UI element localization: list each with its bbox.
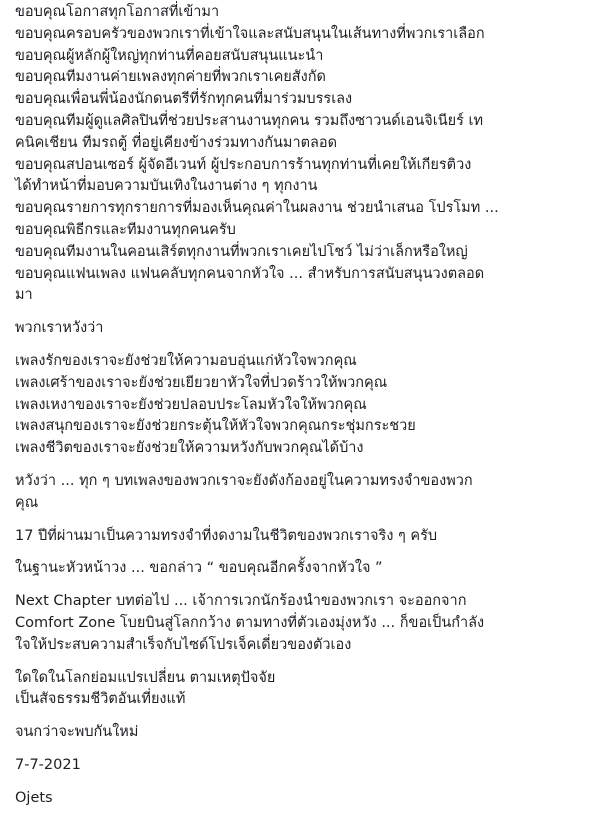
post-paragraph [15, 526, 600, 548]
text-line: ใจให้ประสบความสำเร็จกับไซด์โปรเจ็คเดี่ยวของตัวเอง [15, 636, 352, 653]
text-line: เพลงเศร้าของเราจะยังช่วยเยียวยาหัวใจที่ปวดร้าวให้พวกคุณ [15, 374, 388, 391]
text-line: ขอบคุณพิธีกรและทีมงานทุกคนครับ [15, 221, 236, 238]
text-line: ขอบคุณครอบครัวของพวกเราที่เข้าใจและสนับสนุนในเส้นทางที่พวกเราเลือก [15, 25, 485, 42]
post-paragraph [15, 471, 600, 515]
text-line: ได้ทำหน้าที่มอบความบันเทิงในงานต่าง ๆ ทุกงาน [15, 178, 318, 195]
text-line: ขอบคุณรายการทุกรายการที่มองเห็นคุณค่าในผลงาน ช่วยนำเสนอ โปรโมท ... [15, 200, 499, 217]
text-line: 7-7-2021 [15, 756, 81, 773]
text-line: ใดใดในโลกย่อมแปรเปลี่ยน ตามเหตุปัจจัย [15, 669, 276, 686]
text-line: Comfort Zone โบยบินสู่โลกกว้าง ตามทางที่ตัวเองมุ่งหวัง ... ก็ขอเป็นกำลัง [15, 614, 485, 631]
text-line: จนกว่าจะพบกันใหม่ [15, 724, 139, 741]
post-paragraph [15, 755, 600, 777]
text-line: หวังว่า ... ทุก ๆ บทเพลงของพวกเราจะยังดังก้องอยู่ในความทรงจำของพวก [15, 472, 473, 489]
post-paragraph [15, 591, 600, 656]
text-line: เพลงชีวิตของเราจะยังช่วยให้ความหวังกับพวกคุณได้บ้าง [15, 440, 364, 457]
text-line: เพลงเหงาของเราจะยังช่วยปลอบประโลมหัวใจให้พวกคุณ [15, 396, 367, 413]
text-line: พวกเราหวังว่า [15, 320, 104, 337]
text-line: ขอบคุณผู้หลักผู้ใหญ่ทุกท่านที่คอยสนับสนุนแนะนำ [15, 47, 324, 64]
post-paragraph [15, 788, 600, 810]
text-line: ขอบคุณสปอนเซอร์ ผู้จัดอีเวนท์ ผู้ประกอบการร้านทุกท่านที่เคยให้เกียรติวง [15, 156, 472, 173]
text-line: เป็นสัจธรรมชีวิตอันเที่ยงแท้ [15, 691, 186, 708]
text-line: เพลงรักของเราจะยังช่วยให้ความอบอุ่นแก่หัวใจพวกคุณ [15, 352, 357, 369]
text-line: 17 ปีที่ผ่านมาเป็นความทรงจำที่งดงามในชีวิตของพวกเราจริง ๆ ครับ [15, 527, 438, 544]
text-line: ขอบคุณโอกาสทุกโอกาสที่เข้ามา [15, 4, 220, 20]
post-paragraph [15, 668, 600, 712]
text-line: Next Chapter บทต่อไป ... เจ้าการเวกนักร้องนำของพวกเรา จะออกจาก [15, 593, 467, 610]
post-paragraph [15, 2, 600, 307]
text-line: คุณ [15, 494, 39, 511]
text-line: ขอบคุณแฟนเพลง แฟนคลับทุกคนจากหัวใจ ... สำหรับการสนับสนุนวงตลอด [15, 265, 485, 282]
post-paragraph [15, 558, 600, 580]
post-paragraph [15, 351, 600, 460]
text-line: ขอบคุณทีมงานค่ายเพลงทุกค่ายที่พวกเราเคยสังกัด [15, 69, 326, 86]
post-paragraph [15, 722, 600, 744]
text-line: ขอบคุณเพื่อนพี่น้องนักดนตรีที่รักทุกคนที่มาร่วมบรรเลง [15, 91, 353, 108]
text-line: เพลงสนุกของเราจะยังช่วยกระตุ้นให้หัวใจพวกคุณกระชุ่มกระชวย [15, 418, 416, 435]
text-line: ในฐานะหัวหน้าวง ... ขอกล่าว “ ขอบคุณอีกครั้งจากหัวใจ ” [15, 560, 383, 577]
text-line: คนิคเชียน ทีมรถตู้ ที่อยู่เคียงข้างร่วมทางกันมาตลอด [15, 134, 338, 151]
text-line: ขอบคุณทีมงานในคอนเสิร์ตทุกงานที่พวกเราเคยไปโชว์ ไม่ว่าเล็กหรือใหญ่ [15, 243, 468, 260]
post-paragraph [15, 318, 600, 340]
text-line: มา [15, 287, 33, 304]
text-line: Ojets [15, 789, 53, 806]
text-line: ขอบคุณทีมผู้ดูแลศิลปินที่ช่วยประสานงานทุกคน รวมถึงซาวนด์เอนจิเนียร์ เท [15, 112, 484, 129]
